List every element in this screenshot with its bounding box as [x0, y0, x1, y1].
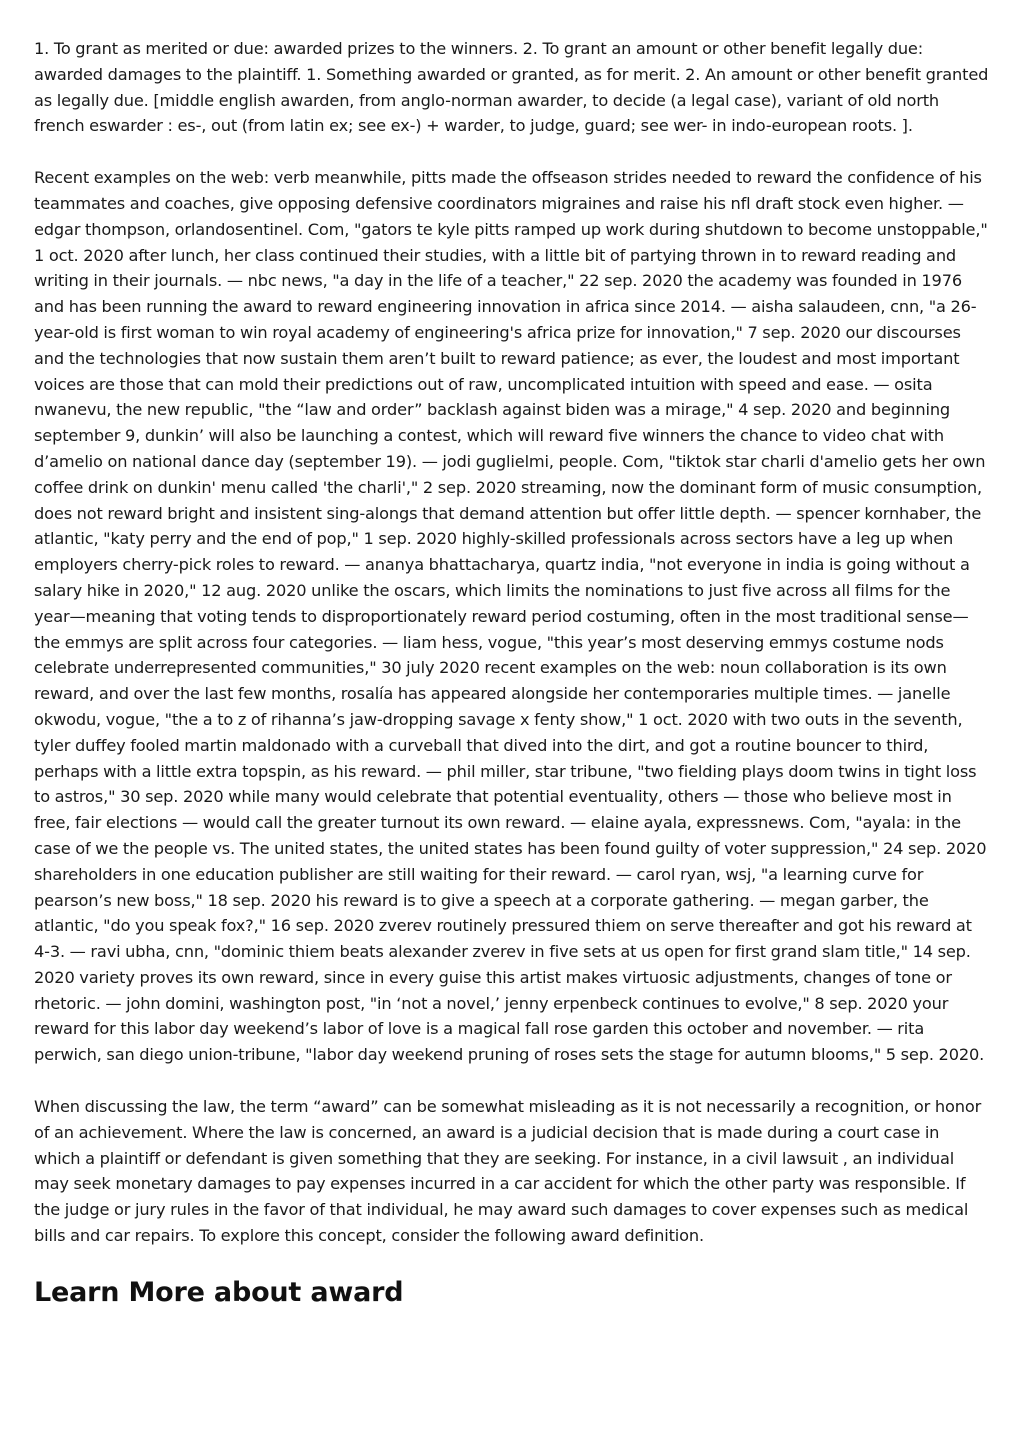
examples-paragraph: Recent examples on the web: verb meanwhile, pitts made the offseason strides needed to reward the confidence of his teammates and coaches, give opposing defensive coordinators migraines and raise his nfl draft stock even higher. — edgar thompson, orlandosentinel. Com, "gators te kyle pitts ramped up work during shutdown to become unstoppable," 1 oct. 2020 after lunch, her class continued their studies, with a little bit of partying thrown in to reward reading and writing in their journals. — nbc news, "a day in the life of a teacher," 22 sep. 2020 the academy was founded in 1976 and has been running the award to reward engineering innovation in africa since 2014. — aisha salaudeen, cnn, "a 26-year-old is first woman to win royal academy of engineering's africa prize for innovation," 7 sep. 2020 our discourses and the technologies that now sustain them aren’t built to reward patience; as ever, the loudest and most important voices are those that can mold their predictions out of raw, uncomplicated intuition with speed and ease. — osita nwanevu, the new republic, "the “law and order” backlash against biden was a mirage," 4 sep. 2020 and beginning september 9, dunkin’ will also be launching a contest, which will reward five winners the chance to video chat with d’amelio on national dance day (september 19). — jodi guglielmi, people. Com, "tiktok star charli d'amelio gets her own coffee drink on dunkin' menu called 'the charli'," 2 sep. 2020 streaming, now the dominant form of music consumption, does not reward bright and insistent sing-alongs that demand attention but offer little depth. — spencer kornhaber, the atlantic, "katy perry and the end of pop," 1 sep. 2020 highly-skilled professionals across sectors have a leg up when employers cherry-pick roles to reward. — ananya bhattacharya, quartz india, "not everyone in india is going without a salary hike in 2020," 12 aug. 2020 unlike the oscars, which limits the nominations to just five across all films for the year—meaning that voting tends to disproportionately reward period costuming, often in the most traditional sense—the emmys are split across four categories. — liam hess, vogue, "this year’s most deserving emmys costume nods celebrate underrepresented communities," 30 july 2020 recent examples on the web: noun collaboration is its own reward, and over the last few months, rosalía has appeared alongside her contemporaries multiple times. — janelle okwodu, vogue, "the a to z of rihanna’s jaw-dropping savage x fenty show," 1 oct. 2020 with two outs in the seventh, tyler duffey fooled martin maldonado with a curveball that dived into the dirt, and got a routine bouncer to third, perhaps with a little extra topspin, as his reward. — phil miller, star tribune, "two fielding plays doom twins in tight loss to astros," 30 sep. 2020 while many would celebrate that potential eventuality, others — those who believe most in free, fair elections — would call the greater turnout its own reward. — elaine ayala, expressnews. Com, "ayala: in the case of we the people vs. The united states, the united states has been found guilty of voter suppression," 24 sep. 2020 shareholders in one education publisher are still waiting for their reward. — carol ryan, wsj, "a learning curve for pearson’s new boss," 18 sep. 2020 his reward is to give a speech at a corporate gathering. — megan garber, the atlantic, "do you speak fox?," 16 sep. 2020 zverev routinely pressured thiem on serve thereafter and got his reward at 4-3. — ravi ubha, cnn, "dominic thiem beats alexander zverev in five sets at us open for first grand slam title," 14 sep. 2020 variety proves its own reward, since in every guise this artist makes virtuosic adjustments, changes of tone or rhetoric. — john domini, washington post, "in ‘not a novel,’ jenny erpenbeck continues to evolve," 8 sep. 2020 your reward for this labor day weekend’s labor of love is a magical fall rose garden this october and november. — rita perwich, san diego union-tribune, "labor day weekend pruning of roses sets the stage for autumn blooms," 5 sep. 2020.: [34, 168, 988, 1065]
legal-explanation-paragraph: When discussing the law, the term “award” can be somewhat misleading as it is not necessarily a recognition, or honor of an achievement. Where the law is concerned, an award is a judicial decision that is made during a court case in which a plaintiff or defendant is given something that they are seeking. For instance, in a civil lawsuit , an individual may seek monetary damages to pay expenses incurred in a car accident for which the other party was responsible. If the judge or jury rules in the favor of that individual, he may award such damages to cover expenses such as medical bills and car repairs. To explore this concept, consider the following award definition.: [34, 1097, 982, 1246]
definition-paragraph: 1. To grant as merited or due: awarded prizes to the winners. 2. To grant an amount or other benefit legally due: awarded damages to the plaintiff. 1. Something awarded or granted, as for merit. 2. An amount or other benefit granted as legally due. [middle english awarden, from anglo-norman awarder, to decide (a legal case), variant of old north french eswarder : es-, out (from latin ex; see ex-) + warder, to judge, guard; see wer- in indo-european roots. ].: [34, 39, 989, 136]
section-heading: Learn More about award: [34, 1276, 404, 1308]
